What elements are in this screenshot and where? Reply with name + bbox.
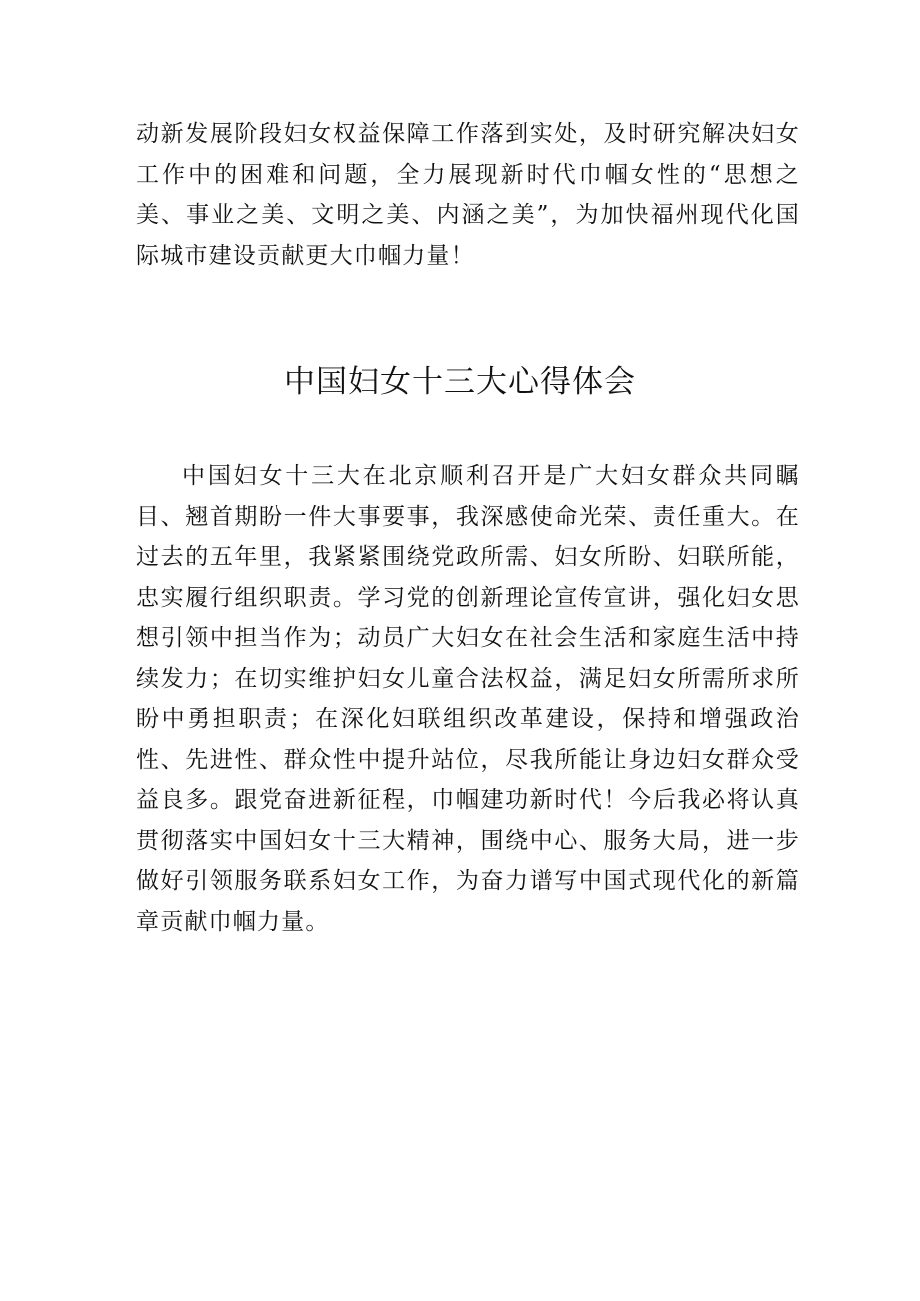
continuation-paragraph: 动新发展阶段妇女权益保障工作落到实处，及时研究解决妇女工作中的困难和问题，全力展现新时代巾帼女性的“思想之美、事业之美、文明之美、内涵之美”，为加快福州现代化国际城市建设贡献更大巾帼力量！: [136, 121, 800, 269]
article-title: 中国妇女十三大心得体会: [284, 364, 636, 400]
article-body-paragraph: 中国妇女十三大在北京顺利召开是广大妇女群众共同瞩目、翘首期盼一件大事要事，我深感使命光荣、责任重大。在过去的五年里，我紧紧围绕党政所需、妇女所盼、妇联所能，忠实履行组织职责。学习党的创新理论宣传宣讲，强化妇女思想引领中担当作为；动员广大妇女在社会生活和家庭生活中持续发力；在切实维护妇女儿童合法权益，满足妇女所需所求所盼中勇担职责；在深化妇联组织改革建设，保持和增强政治性、先进性、群众性中提升站位，尽我所能让身边妇女群众受益良多。跟党奋进新征程，巾帼建功新时代！今后我必将认真贯彻落实中国妇女十三大精神，围绕中心、服务大局，进一步做好引领服务联系妇女工作，为奋力谱写中国式现代化的新篇章贡献巾帼力量。: [136, 463, 800, 935]
